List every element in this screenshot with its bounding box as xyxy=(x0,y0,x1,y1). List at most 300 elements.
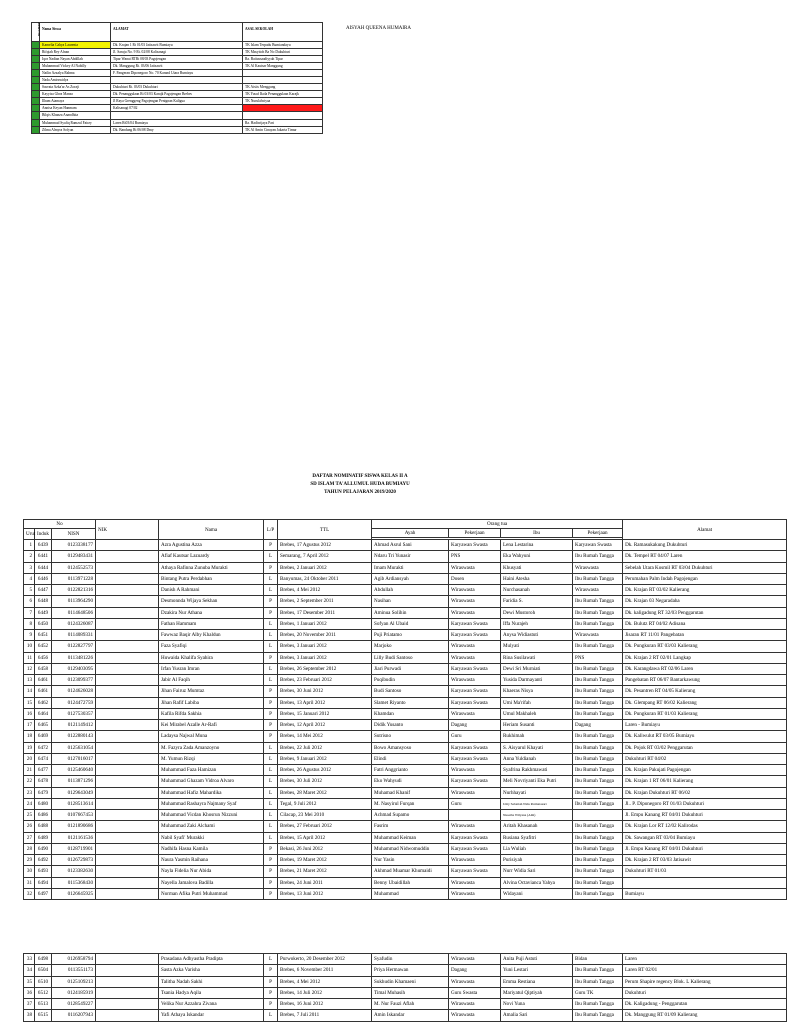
cell-nik xyxy=(96,663,159,674)
cell-pekerjaan-ibu: Ibu Rumah Tangga xyxy=(573,675,623,686)
row-marker xyxy=(32,105,40,112)
cell-no-urut: 29 xyxy=(24,855,35,866)
student-origin-row xyxy=(32,56,323,63)
cell-lp: L xyxy=(264,765,278,776)
cell-ibu: Rina Susilawati xyxy=(501,652,573,663)
cell-induk: 6441 xyxy=(35,551,52,562)
cell-alamat: Sebelah Utara Kosmil RT 03/04 Dukuhturi xyxy=(623,562,787,573)
student-address: Tipar Wanai RTRt 08/03 Pagojengan xyxy=(111,56,243,63)
student-rows-continued xyxy=(24,954,787,1022)
student-address: Dk. Krajan 1 Rt 01/03 Jatisawit Bumiayu xyxy=(111,42,243,49)
cell-induk: 6515 xyxy=(35,1010,52,1021)
cell-ibu: Emma Restiana xyxy=(501,976,573,987)
cell-induk: 6472 xyxy=(35,742,52,753)
cell-pekerjaan-ibu: Ibu Rumah Tangga xyxy=(573,855,623,866)
cell-nama: Jihan Rafif Labiba xyxy=(159,697,264,708)
header-nama-siswa: Nama Siswa xyxy=(40,23,111,42)
cell-ayah: Elindi xyxy=(372,753,449,764)
table-header xyxy=(24,520,787,540)
cell-ttl: Brebes, 26 September 2012 xyxy=(278,663,372,674)
cell-ayah: Aminua Solihin xyxy=(372,607,449,618)
cell-ibu: Rukhimah xyxy=(501,731,573,742)
cell-no-urut: 15 xyxy=(24,697,35,708)
cell-pekerjaan-ayah: Guru xyxy=(449,731,501,742)
cell-alamat: Dk. Pungkuran RT 03/03 Kalierang xyxy=(623,641,787,652)
cell-ttl: Brebes, 2 September 2011 xyxy=(278,596,372,607)
origin-school: TK Masyitoh Ba No Dukuhturi xyxy=(243,49,323,56)
cell-nik xyxy=(96,1010,159,1021)
cell-pekerjaan-ayah: Wiraswasta xyxy=(449,596,501,607)
cell-ibu: Aritah Khasanah xyxy=(501,821,573,832)
table-row xyxy=(24,821,787,832)
cell-ibu: Purisiyah xyxy=(501,855,573,866)
cell-lp: L xyxy=(264,821,278,832)
cell-lp: L xyxy=(264,618,278,629)
cell-nik xyxy=(96,810,159,821)
cell-nisn: 0128549227 xyxy=(52,999,96,1010)
cell-ttl: Bekasi, 26 Juni 2012 xyxy=(278,843,372,854)
cell-lp: P xyxy=(264,540,278,551)
table-row xyxy=(24,954,787,965)
row-marker xyxy=(32,112,40,119)
cell-lp: L xyxy=(264,641,278,652)
table-row xyxy=(24,708,787,719)
cell-induk: 6464 xyxy=(35,708,52,719)
cell-induk: 6480 xyxy=(35,798,52,809)
cell-nisn: 0127530357 xyxy=(52,708,96,719)
cell-nik xyxy=(96,776,159,787)
cell-lp: P xyxy=(264,720,278,731)
cell-alamat: Dk. Kaligadung - Penggarutan xyxy=(623,999,787,1010)
cell-induk: 6478 xyxy=(35,776,52,787)
cell-nisn: 0114089331 xyxy=(52,630,96,641)
cell-nama: Muhammad Hafiz Mahardika xyxy=(159,787,264,798)
cell-nik xyxy=(96,999,159,1010)
cell-nisn: 0128513614 xyxy=(52,798,96,809)
cell-ttl: Brebes, 17 Agustus 2012 xyxy=(278,540,372,551)
cell-ayah: M. Nasyirul Furqan xyxy=(372,798,449,809)
header-nisn: NISN xyxy=(52,529,96,540)
cell-pekerjaan-ibu: Ibu Rumah Tangga xyxy=(573,999,623,1010)
cell-ayah: M. Nur Fauzi Aflah xyxy=(372,999,449,1010)
cell-lp: P xyxy=(264,999,278,1010)
cell-nik xyxy=(96,965,159,976)
cell-alamat: Laren - Bumiayu xyxy=(623,720,787,731)
cell-no-urut: 16 xyxy=(24,708,35,719)
cell-alamat: Pangebatan RT 06/07 Bantarkawung xyxy=(623,675,787,686)
cell-ibu: Syafrina Rakhmawati xyxy=(501,765,573,776)
cell-ibu: Haini Atesha xyxy=(501,573,573,584)
cell-ibu: Widayani xyxy=(501,888,573,899)
cell-nik xyxy=(96,753,159,764)
origin-school xyxy=(243,112,323,119)
cell-pekerjaan-ayah: Guru xyxy=(449,798,501,809)
cell-ayah: Jiari Purwadi xyxy=(372,663,449,674)
cell-pekerjaan-ibu: Ibu Rumah Tangga xyxy=(573,787,623,798)
row-marker xyxy=(32,70,40,77)
cell-pekerjaan-ibu: Ibu Rumah Tangga xyxy=(573,976,623,987)
cell-lp: L xyxy=(264,954,278,965)
origin-school: TK Nurulalwiyaa xyxy=(243,105,323,112)
cell-pekerjaan-ayah: Wiraswasta xyxy=(449,976,501,987)
table-row xyxy=(24,843,787,854)
cell-pekerjaan-ibu: Ibu Rumah Tangga xyxy=(573,888,623,899)
student-address: Dukuhturi Rt. 03/03 Dukuhturi xyxy=(111,84,243,91)
cell-nisn: 0115368430 xyxy=(52,877,96,888)
header-ayah: Ayah xyxy=(372,529,449,538)
cell-pekerjaan-ibu: Ibu Rumah Tangga xyxy=(573,965,623,976)
cell-nama: Kafila Rifda Sakhia xyxy=(159,708,264,719)
header-ibu: Ibu xyxy=(501,529,573,538)
cell-nik xyxy=(96,686,159,697)
cell-lp: P xyxy=(264,697,278,708)
cell-pekerjaan-ayah: Karyawan Swasta xyxy=(449,832,501,843)
cell-pekerjaan-ibu: Ibu Rumah Tangga xyxy=(573,765,623,776)
cell-pekerjaan-ayah: Karyawan Swasta xyxy=(449,618,501,629)
cell-lp: P xyxy=(264,607,278,618)
cell-pekerjaan-ibu: Dagang xyxy=(573,720,623,731)
cell-nisn: 0123338177 xyxy=(52,540,96,551)
student-origin-row xyxy=(32,42,323,49)
cell-ayah: Nur Yasin xyxy=(372,855,449,866)
cell-pekerjaan-ibu: Ibu Rumah Tangga xyxy=(573,607,623,618)
cell-ttl: Brebes, 15 April 2012 xyxy=(278,832,372,843)
side-student-name: AISYAH QUEENA HUMAIRA xyxy=(346,26,411,31)
cell-pekerjaan-ayah: Wiraswasta xyxy=(449,999,501,1010)
cell-ttl: Brebes, 21 Maret 2012 xyxy=(278,866,372,877)
cell-nama: Nayla Fidelia Nur Abida xyxy=(159,866,264,877)
cell-nisn: 0107667453 xyxy=(52,810,96,821)
cell-pekerjaan-ayah: Wiraswasta xyxy=(449,954,501,965)
cell-ayah: Eko Wahyudi xyxy=(372,776,449,787)
table-row xyxy=(24,832,787,843)
student-origin-row xyxy=(32,119,323,126)
cell-ayah: Muhamad Khanif xyxy=(372,787,449,798)
cell-ibu: Amalia Sari xyxy=(501,1010,573,1021)
cell-alamat: Dk. Krajan Pakujati Pagojengan xyxy=(623,765,787,776)
cell-pekerjaan-ayah: Karyawan Swasta xyxy=(449,663,501,674)
cell-induk: 6451 xyxy=(35,630,52,641)
cell-ayah: Timal Muhasih xyxy=(372,987,449,998)
cell-lp: P xyxy=(264,708,278,719)
student-origin-row xyxy=(32,49,323,56)
cell-lp: L xyxy=(264,1010,278,1021)
cell-nama: M. Fazyra Zada Amanzoyno xyxy=(159,742,264,753)
cell-pekerjaan-ayah: Wiraswasta xyxy=(449,562,501,573)
cell-induk: 6512 xyxy=(35,987,52,998)
document-title-block xyxy=(230,473,490,498)
cell-nisn: 0114648506 xyxy=(52,607,96,618)
student-name: Nailin Azzalya Rahma xyxy=(40,70,111,77)
cell-nisn: 0124626028 xyxy=(52,686,96,697)
student-address: Dk. Bandung Rt 06/08 Dmy xyxy=(111,126,243,133)
header-pekerjaan-ibu: Pekerjaan xyxy=(573,529,623,538)
cell-nik xyxy=(96,976,159,987)
cell-nama: Nayella Jamalova Badilla xyxy=(159,877,264,888)
student-origin-header xyxy=(32,23,323,42)
cell-no-urut: 36 xyxy=(24,987,35,998)
cell-ayah: Syafudin xyxy=(372,954,449,965)
cell-nama: Yafi Athaya Iskandar xyxy=(159,1010,264,1021)
cell-pekerjaan-ibu: Ibu Rumah Tangga xyxy=(573,697,623,708)
cell-alamat: Dk. Krajan 03 Negaradaha xyxy=(623,596,787,607)
cell-nama: Irfan Yusran Imran xyxy=(159,663,264,674)
cell-no-urut: 2 xyxy=(24,551,35,562)
cell-no-urut: 27 xyxy=(24,832,35,843)
student-name: Zilma Almyra Sofyan xyxy=(40,126,111,133)
cell-nik xyxy=(96,573,159,584)
cell-no-urut: 38 xyxy=(24,1010,35,1021)
cell-ayah: Marjoko xyxy=(372,641,449,652)
cell-alamat: Dk. Krajan 1 RT 06/01 Kalierang xyxy=(623,776,787,787)
row-marker xyxy=(32,91,40,98)
cell-induk: 6490 xyxy=(35,843,52,854)
cell-no-urut: 22 xyxy=(24,776,35,787)
header-pekerjaan-ayah: Pekerjaan xyxy=(449,529,501,538)
cell-no-urut: 34 xyxy=(24,965,35,976)
table-row xyxy=(24,798,787,809)
cell-alamat xyxy=(623,877,787,888)
cell-ttl: Purwokerto, 20 Desember 2012 xyxy=(278,954,372,965)
cell-pekerjaan-ibu: Ibu Rumah Tangga xyxy=(573,551,623,562)
header-no: No xyxy=(24,520,96,529)
cell-alamat: Perumahan Palm Indah Pagojengan xyxy=(623,573,787,584)
cell-no-urut: 18 xyxy=(24,731,35,742)
cell-pekerjaan-ibu: Ibu Rumah Tangga xyxy=(573,742,623,753)
header-nama: Nama xyxy=(159,520,264,540)
cell-ibu: Nusaiba Wilyana (Alm) xyxy=(501,810,573,821)
cell-ibu: Heriam Susanti xyxy=(501,720,573,731)
cell-nik xyxy=(96,540,159,551)
header-urut: Urut xyxy=(24,529,35,540)
table-row xyxy=(24,562,787,573)
cell-induk: 6486 xyxy=(35,810,52,821)
table-row xyxy=(24,731,787,742)
origin-school: Ra. Hadiwijaya Pari xyxy=(243,119,323,126)
cell-nama: Athaya Rafinna Zunuba Murakti xyxy=(159,562,264,573)
cell-lp: L xyxy=(264,585,278,596)
cell-lp: P xyxy=(264,965,278,976)
cell-induk: 6493 xyxy=(35,866,52,877)
cell-ayah: Slamet Riyanto xyxy=(372,697,449,708)
cell-pekerjaan-ibu: Ibu Rumah Tangga xyxy=(573,843,623,854)
row-marker xyxy=(32,63,40,70)
cell-nama: Muhammad Vicdan Khosrun Nizzuni xyxy=(159,810,264,821)
cell-ibu: Lena Lestarina xyxy=(501,540,573,551)
cell-pekerjaan-ibu: Ibu Rumah Tangga xyxy=(573,866,623,877)
cell-nama: Muhammad Faza Hamizan xyxy=(159,765,264,776)
cell-nisn: 0124326087 xyxy=(52,618,96,629)
cell-alamat: Dk. Sawangan RT 03/04 Bumiayu xyxy=(623,832,787,843)
cell-ayah: Muhammad xyxy=(372,888,449,899)
cell-induk: 6458 xyxy=(35,663,52,674)
cell-nisn: 0127016017 xyxy=(52,753,96,764)
row-marker xyxy=(32,126,40,133)
student-address: Jl Raya Grenggeng Pagojengan Penignan Kaligua xyxy=(111,98,243,105)
cell-pekerjaan-ayah: Wiraswasta xyxy=(449,787,501,798)
cell-no-urut: 13 xyxy=(24,675,35,686)
cell-lp: L xyxy=(264,630,278,641)
cell-pekerjaan-ayah: Wiraswasta xyxy=(449,675,501,686)
cell-lp: P xyxy=(264,888,278,899)
table-row xyxy=(24,641,787,652)
cell-nisn: 0116207943 xyxy=(52,1010,96,1021)
header-lp: L/P xyxy=(264,520,278,540)
cell-ibu: Nurr Widia Sari xyxy=(501,866,573,877)
cell-induk: 6488 xyxy=(35,821,52,832)
cell-pekerjaan-ayah: Karyawan Swasta xyxy=(449,630,501,641)
cell-nik xyxy=(96,843,159,854)
cell-alamat: Dk. Bulutz RT 04/02 Adisana xyxy=(623,618,787,629)
cell-no-urut: 6 xyxy=(24,596,35,607)
cell-induk: 6452 xyxy=(35,641,52,652)
cell-nama: Nadhifa Hasna Kamila xyxy=(159,843,264,854)
table-row xyxy=(24,551,787,562)
cell-pekerjaan-ibu: PNS xyxy=(573,652,623,663)
cell-ttl: Brebes, 23 Februari 2012 xyxy=(278,675,372,686)
cell-pekerjaan-ibu: Wiraswasta xyxy=(573,562,623,573)
table-row xyxy=(24,987,787,998)
student-address: F. Pangeran Diponegoro No. 70 Karand Utara Bumiayu xyxy=(111,70,243,77)
cell-pekerjaan-ayah: Guru Swasta xyxy=(449,987,501,998)
cell-nama: Naura Yasmin Raihana xyxy=(159,855,264,866)
cell-lp: P xyxy=(264,855,278,866)
cell-nik xyxy=(96,596,159,607)
cell-pekerjaan-ibu: Ibu Rumah Tangga xyxy=(573,663,623,674)
cell-ibu: Meli Novriyanti Eka Putri xyxy=(501,776,573,787)
cell-no-urut: 1 xyxy=(24,540,35,551)
cell-ttl: Semarang, 7 April 2012 xyxy=(278,551,372,562)
student-address xyxy=(111,112,243,119)
cell-pekerjaan-ibu: Ibu Rumah Tangga xyxy=(573,686,623,697)
row-marker xyxy=(32,84,40,91)
cell-no-urut: 31 xyxy=(24,877,35,888)
cell-nisn: 0125460640 xyxy=(52,765,96,776)
cell-ttl: Brebes, 12 April 2012 xyxy=(278,720,372,731)
cell-ayah: Abdullah xyxy=(372,585,449,596)
cell-no-urut: 4 xyxy=(24,573,35,584)
cell-nisn: 0124472759 xyxy=(52,697,96,708)
cell-nisn: 0113481226 xyxy=(52,652,96,663)
cell-no-urut: 23 xyxy=(24,787,35,798)
title-line-1: DAFTAR NOMINATIF SISWA KELAS II A xyxy=(312,474,408,479)
table-row xyxy=(24,787,787,798)
cell-pekerjaan-ayah: Karyawan Swasta xyxy=(449,866,501,877)
title-line-3: TAHUN PELAJARAN 2019/2020 xyxy=(324,490,396,496)
cell-ayah: Akhmad Muamar Khumaidi xyxy=(372,866,449,877)
table-row xyxy=(24,540,787,551)
origin-school: TK Yusuf Ikola Penanggulaan Karajk xyxy=(243,91,323,98)
cell-no-urut: 11 xyxy=(24,652,35,663)
cell-ttl: Brebes, 7 Juli 2011 xyxy=(278,1010,372,1021)
cell-ibu: Anita Puji Astuti xyxy=(501,954,573,965)
cell-pekerjaan-ibu: Ibu Rumah Tangga xyxy=(573,618,623,629)
cell-pekerjaan-ayah: Wiraswasta xyxy=(449,821,501,832)
cell-induk: 6448 xyxy=(35,596,52,607)
cell-pekerjaan-ayah: Wiraswasta xyxy=(449,607,501,618)
cell-ibu: Anysa Widiastuti xyxy=(501,630,573,641)
student-origin-row xyxy=(32,77,323,84)
cell-ttl: Brebes, 9 Januari 2012 xyxy=(278,753,372,764)
table-row xyxy=(24,742,787,753)
cell-lp: L xyxy=(264,675,278,686)
student-origin-row xyxy=(32,84,323,91)
cell-no-urut: 30 xyxy=(24,866,35,877)
cell-lp: P xyxy=(264,877,278,888)
cell-ayah: Fatri Anggrianto xyxy=(372,765,449,776)
table-row xyxy=(24,607,787,618)
cell-nama: Fathan Hammam xyxy=(159,618,264,629)
cell-nama: Velika Nur Azzahra Zivana xyxy=(159,999,264,1010)
cell-lp: P xyxy=(264,596,278,607)
cell-induk: 6461 xyxy=(35,686,52,697)
cell-alamat: Jisaran RT 11/01 Pangebatan xyxy=(623,630,787,641)
cell-ttl: Brebes, 3 Januari 2012 xyxy=(278,641,372,652)
cell-pekerjaan-ibu: Ibu Rumah Tangga xyxy=(573,573,623,584)
table-row xyxy=(24,585,787,596)
table-row xyxy=(24,675,787,686)
cell-lp: P xyxy=(264,652,278,663)
cell-nik xyxy=(96,641,159,652)
cell-induk: 6474 xyxy=(35,753,52,764)
cell-ibu: Yusida Darmayanti xyxy=(501,675,573,686)
cell-ibu: S. Aisyarul Khayati xyxy=(501,742,573,753)
cell-lp: P xyxy=(264,562,278,573)
cell-induk: 6510 xyxy=(35,976,52,987)
cell-ttl: Brebes, 20 November 2011 xyxy=(278,630,372,641)
cell-no-urut: 12 xyxy=(24,663,35,674)
cell-alamat: Dukuhturi RT 01/03 xyxy=(623,866,787,877)
cell-pekerjaan-ayah: Dagang xyxy=(449,720,501,731)
cell-alamat: Dk. Ramasukakung Dukuhturi xyxy=(623,540,787,551)
cell-lp: L xyxy=(264,742,278,753)
cell-alamat: Dk. Manggung RT 01/09 Kalierang xyxy=(623,1010,787,1021)
cell-induk: 6461 xyxy=(35,675,52,686)
cell-nama: Muhammad Rashayra Najmany Syaf xyxy=(159,798,264,809)
cell-nisn: 0124185919 xyxy=(52,987,96,998)
student-name: Sasvata Azka'ar As Zoraji xyxy=(40,84,111,91)
cell-nik xyxy=(96,765,159,776)
cell-pekerjaan-ibu: Ibu Rumah Tangga xyxy=(573,596,623,607)
cell-lp: P xyxy=(264,686,278,697)
table-row xyxy=(24,855,787,866)
header-nik: NIK xyxy=(96,520,159,540)
cell-no-urut: 9 xyxy=(24,630,35,641)
cell-lp: P xyxy=(264,843,278,854)
cell-nama: Faza Syafiqi xyxy=(159,641,264,652)
student-name: Kamelia Cahya Laurenia xyxy=(40,42,111,49)
cell-nik xyxy=(96,551,159,562)
cell-induk: 6477 xyxy=(35,765,52,776)
header-induk: Induk xyxy=(35,529,52,540)
cell-ayah: Sukhudin Khamaeni xyxy=(372,976,449,987)
cell-ttl: Tegal, 9 Juli 2012 xyxy=(278,798,372,809)
cell-no-urut: 35 xyxy=(24,976,35,987)
cell-ibu: Nurchasanah xyxy=(501,585,573,596)
cell-pekerjaan-ayah: Karyawan Swasta xyxy=(449,697,501,708)
cell-ayah: Imam Murakti xyxy=(372,562,449,573)
cell-ibu: Alvina Octavianca Yahya xyxy=(501,877,573,888)
cell-alamat: Dk. Krajan RT 03/02 Kalierang xyxy=(623,585,787,596)
student-name: Annisa Keyan Hanmam xyxy=(40,105,111,112)
table-row xyxy=(24,573,787,584)
student-origin-row xyxy=(32,91,323,98)
cell-induk: 6494 xyxy=(35,877,52,888)
cell-pekerjaan-ayah: Dosen xyxy=(449,573,501,584)
student-origin-body xyxy=(32,23,323,134)
cell-ibu: Mulyati xyxy=(501,641,573,652)
cell-pekerjaan-ibu: Karyawan Swasta xyxy=(573,540,623,551)
